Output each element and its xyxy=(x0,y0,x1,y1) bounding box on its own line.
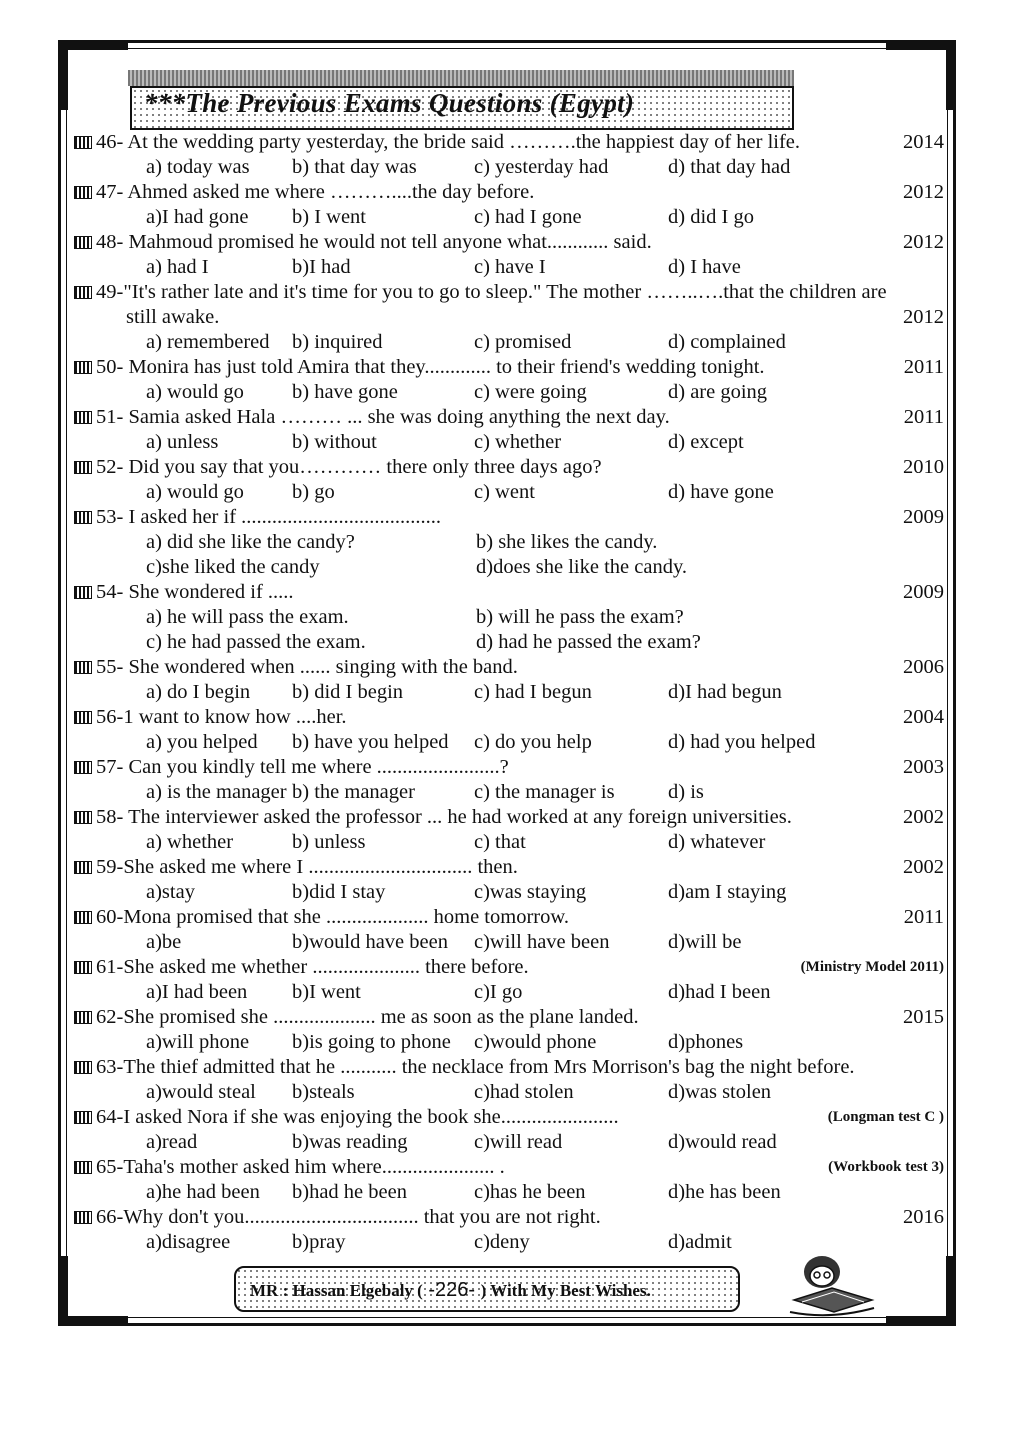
answer-option: b) without xyxy=(292,431,377,453)
answer-option: d)would read xyxy=(668,1131,777,1153)
corner-ornament xyxy=(946,1256,956,1326)
question-year: 2004 xyxy=(903,706,944,728)
answer-option: a)disagree xyxy=(146,1231,231,1253)
book-icon xyxy=(74,1161,92,1174)
question-text: 57- Can you kindly tell me where ........................? xyxy=(96,756,509,778)
answer-option: c) promised xyxy=(474,331,572,353)
question-year: 2011 xyxy=(903,906,944,928)
answer-option: c) have I xyxy=(474,256,546,278)
answer-option: d)phones xyxy=(668,1031,744,1053)
header-shadow xyxy=(128,70,794,86)
options-row xyxy=(70,1080,950,1105)
page-number: -226- xyxy=(422,1279,481,1301)
book-icon xyxy=(74,286,92,299)
answer-option: c)will read xyxy=(474,1131,563,1153)
answer-option: c)would phone xyxy=(474,1031,597,1053)
answer-option: b)I had xyxy=(292,256,351,278)
answer-option: d)I had begun xyxy=(668,681,782,703)
answer-option: c)had stolen xyxy=(474,1081,574,1103)
book-icon xyxy=(74,661,92,674)
answer-option: c) had I gone xyxy=(474,206,582,228)
options-row xyxy=(70,255,950,280)
options-row xyxy=(70,730,950,755)
answer-option: b) I went xyxy=(292,206,367,228)
question-text: 48- Mahmoud promised he would not tell anyone what............ said. xyxy=(96,231,652,253)
options-row xyxy=(70,530,950,555)
answer-option: d)had I been xyxy=(668,981,771,1003)
question-row xyxy=(70,580,950,605)
answer-option: b)pray xyxy=(292,1231,346,1253)
question-year: 2009 xyxy=(903,506,944,528)
options-row xyxy=(70,1030,950,1055)
options-row xyxy=(70,605,950,630)
question-year: 2003 xyxy=(903,756,944,778)
options-row xyxy=(70,155,950,180)
question-row xyxy=(70,280,950,305)
question-row xyxy=(70,805,950,830)
answer-option: b)had he been xyxy=(292,1181,407,1203)
question-row xyxy=(70,855,950,880)
book-icon xyxy=(74,811,92,824)
answer-option: c) went xyxy=(474,481,535,503)
answer-option: c)will have been xyxy=(474,931,610,953)
student-reading-icon xyxy=(780,1250,880,1320)
answer-option: d) had he passed the exam? xyxy=(476,631,701,653)
answer-option: a) would go xyxy=(146,381,244,403)
question-year: (Ministry Model 2011) xyxy=(800,959,944,975)
question-text: 54- She wondered if ..... xyxy=(96,581,294,603)
answer-option: b)did I stay xyxy=(292,881,386,903)
answer-option: b)I went xyxy=(292,981,361,1003)
answer-option: c) that xyxy=(474,831,526,853)
question-text: 52- Did you say that you………… there only three days ago? xyxy=(96,456,602,478)
answer-option: d) are going xyxy=(668,381,768,403)
question-year: 2012 xyxy=(903,231,944,253)
book-icon xyxy=(74,711,92,724)
question-row xyxy=(70,405,950,430)
book-icon xyxy=(74,861,92,874)
answer-option: d) had you helped xyxy=(668,731,816,753)
book-icon xyxy=(74,1111,92,1124)
answer-option: c) do you help xyxy=(474,731,592,753)
question-row xyxy=(70,705,950,730)
options-row xyxy=(70,930,950,955)
book-icon xyxy=(74,361,92,374)
answer-option: a) do I begin xyxy=(146,681,251,703)
question-row xyxy=(70,1105,950,1130)
answer-option: b) will he pass the exam? xyxy=(476,606,684,628)
answer-option: d)was stolen xyxy=(668,1081,772,1103)
question-text: 50- Monira has just told Amira that they............. to their friend's wedding tonight. xyxy=(96,356,765,378)
options-row xyxy=(70,1130,950,1155)
corner-ornament xyxy=(58,1256,68,1326)
answer-option: d)admit xyxy=(668,1231,732,1253)
question-row xyxy=(70,230,950,255)
answer-option: c) he had passed the exam. xyxy=(146,631,366,653)
question-text: 61-She asked me whether ..................... there before. xyxy=(96,956,529,978)
answer-option: b) the manager xyxy=(292,781,415,803)
answer-option: a)I had been xyxy=(146,981,248,1003)
answer-option: d) complained xyxy=(668,331,786,353)
answer-option: d) that day had xyxy=(668,156,791,178)
question-text: 55- She wondered when ...... singing with the band. xyxy=(96,656,518,678)
answer-option: d) except xyxy=(668,431,744,453)
answer-option: c)I go xyxy=(474,981,523,1003)
answer-option: a) is the manager xyxy=(146,781,287,803)
options-row xyxy=(70,555,950,580)
answer-option: a) you helped xyxy=(146,731,258,753)
answer-option: b) inquired xyxy=(292,331,383,353)
question-row xyxy=(70,455,950,480)
question-year: 2011 xyxy=(903,356,944,378)
footer-author: MR : Hassan Elgebaly ( xyxy=(250,1281,423,1300)
answer-option: b) that day was xyxy=(292,156,417,178)
question-text: 59-She asked me where I ................................ then. xyxy=(96,856,518,878)
answer-option: d)am I staying xyxy=(668,881,787,903)
answer-option: c)she liked the candy xyxy=(146,556,320,578)
answer-option: d) I have xyxy=(668,256,741,278)
answer-option: d) whatever xyxy=(668,831,766,853)
options-row xyxy=(70,830,950,855)
question-year: (Longman test C ) xyxy=(827,1109,944,1125)
answer-option: a)he had been xyxy=(146,1181,260,1203)
question-row xyxy=(70,1205,950,1230)
answer-option: a) had I xyxy=(146,256,209,278)
question-year: 2010 xyxy=(903,456,944,478)
question-row xyxy=(70,1055,950,1080)
answer-option: b) did I begin xyxy=(292,681,404,703)
book-icon xyxy=(74,511,92,524)
answer-option: c) had I begun xyxy=(474,681,592,703)
options-row xyxy=(70,980,950,1005)
book-icon xyxy=(74,411,92,424)
answer-option: d) is xyxy=(668,781,704,803)
corner-ornament xyxy=(58,40,68,110)
options-row xyxy=(70,680,950,705)
book-icon xyxy=(74,911,92,924)
answer-option: c)deny xyxy=(474,1231,530,1253)
answer-option: a) he will pass the exam. xyxy=(146,606,349,628)
book-icon xyxy=(74,461,92,474)
answer-option: a)stay xyxy=(146,881,195,903)
question-row xyxy=(70,130,950,155)
answer-option: a) whether xyxy=(146,831,234,853)
answer-option: b) unless xyxy=(292,831,366,853)
book-icon xyxy=(74,186,92,199)
book-icon xyxy=(74,136,92,149)
book-icon xyxy=(74,1211,92,1224)
question-year: 2015 xyxy=(903,1006,944,1028)
answer-option: a) today was xyxy=(146,156,250,178)
question-text: 51- Samia asked Hala ……… ... she was doing anything the next day. xyxy=(96,406,670,428)
answer-option: d) have gone xyxy=(668,481,774,503)
answer-option: a) unless xyxy=(146,431,219,453)
question-year: 2012 xyxy=(903,181,944,203)
question-text-continuation: still awake. xyxy=(126,306,220,328)
book-icon xyxy=(74,1011,92,1024)
options-row xyxy=(70,1180,950,1205)
options-row xyxy=(70,880,950,905)
answer-option: c) were going xyxy=(474,381,587,403)
question-text: 46- At the wedding party yesterday, the bride said ……….the happiest day of her life. xyxy=(96,131,801,153)
question-year: 2014 xyxy=(903,131,944,153)
question-year: 2009 xyxy=(903,581,944,603)
question-year: 2016 xyxy=(903,1206,944,1228)
book-icon xyxy=(74,236,92,249)
question-text: 49-"It's rather late and it's time for you to go to sleep." The mother ……..….that the children are xyxy=(96,281,887,303)
question-text: 53- I asked her if ....................................... xyxy=(96,506,442,528)
answer-option: a)be xyxy=(146,931,182,953)
answer-option: c)has he been xyxy=(474,1181,586,1203)
answer-option: b) she likes the candy. xyxy=(476,531,658,553)
options-row xyxy=(70,430,950,455)
question-row xyxy=(70,1155,950,1180)
book-icon xyxy=(74,1061,92,1074)
question-text: 65-Taha's mother asked him where...................... . xyxy=(96,1156,505,1178)
question-text: 56-1 want to know how ....her. xyxy=(96,706,347,728)
question-list xyxy=(70,130,950,1255)
options-row xyxy=(70,380,950,405)
answer-option: b) have gone xyxy=(292,381,398,403)
corner-ornament xyxy=(58,1316,128,1326)
question-row xyxy=(70,180,950,205)
answer-option: c) whether xyxy=(474,431,562,453)
answer-option: a)read xyxy=(146,1131,198,1153)
book-icon xyxy=(74,761,92,774)
question-year: (Workbook test 3) xyxy=(828,1159,944,1175)
answer-option: a)would steal xyxy=(146,1081,256,1103)
answer-option: b)steals xyxy=(292,1081,355,1103)
answer-option: a) would go xyxy=(146,481,244,503)
question-text: 62-She promised she .................... me as soon as the plane landed. xyxy=(96,1006,639,1028)
question-year: 2002 xyxy=(903,806,944,828)
answer-option: a) remembered xyxy=(146,331,270,353)
footer-text xyxy=(250,1279,651,1302)
answer-option: b) go xyxy=(292,481,335,503)
question-row xyxy=(70,505,950,530)
question-row xyxy=(70,1005,950,1030)
answer-option: c) yesterday had xyxy=(474,156,609,178)
answer-option: a)will phone xyxy=(146,1031,250,1053)
book-icon xyxy=(74,961,92,974)
answer-option: b) have you helped xyxy=(292,731,449,753)
question-text: 66-Why don't you.................................. that you are not right. xyxy=(96,1206,601,1228)
options-row xyxy=(70,480,950,505)
answer-option: c)was staying xyxy=(474,881,587,903)
corner-ornament xyxy=(58,40,128,50)
page-title: ***The Previous Exams Questions (Egypt) xyxy=(144,88,635,118)
question-year: 2006 xyxy=(903,656,944,678)
options-row xyxy=(70,780,950,805)
options-row xyxy=(70,330,950,355)
question-year: 2012 xyxy=(903,306,944,328)
question-text: 60-Mona promised that she .................... home tomorrow. xyxy=(96,906,569,928)
question-continuation-row xyxy=(70,305,950,330)
answer-option: a) did she like the candy? xyxy=(146,531,355,553)
answer-option: d)he has been xyxy=(668,1181,781,1203)
answer-option: b)was reading xyxy=(292,1131,408,1153)
book-icon xyxy=(74,586,92,599)
question-row xyxy=(70,355,950,380)
footer-wishes: ) With My Best Wishes. xyxy=(480,1281,651,1300)
question-row xyxy=(70,655,950,680)
answer-option: d)will be xyxy=(668,931,742,953)
answer-option: b)would have been xyxy=(292,931,448,953)
question-text: 64-I asked Nora if she was enjoying the book she....................... xyxy=(96,1106,619,1128)
question-year: 2002 xyxy=(903,856,944,878)
answer-option: b)is going to phone xyxy=(292,1031,451,1053)
question-text: 58- The interviewer asked the professor ... he had worked at any foreign universities. xyxy=(96,806,792,828)
answer-option: d) did I go xyxy=(668,206,754,228)
answer-option: d)does she like the candy. xyxy=(476,556,688,578)
question-text: 47- Ahmed asked me where ………....the day before. xyxy=(96,181,535,203)
question-row xyxy=(70,905,950,930)
corner-ornament xyxy=(946,40,956,110)
options-row xyxy=(70,205,950,230)
question-row xyxy=(70,755,950,780)
answer-option: a)I had gone xyxy=(146,206,249,228)
question-row xyxy=(70,955,950,980)
question-text: 63-The thief admitted that he ........... the necklace from Mrs Morrison's bag the night before. xyxy=(96,1056,855,1078)
answer-option: c) the manager is xyxy=(474,781,615,803)
question-year: 2011 xyxy=(903,406,944,428)
options-row xyxy=(70,630,950,655)
